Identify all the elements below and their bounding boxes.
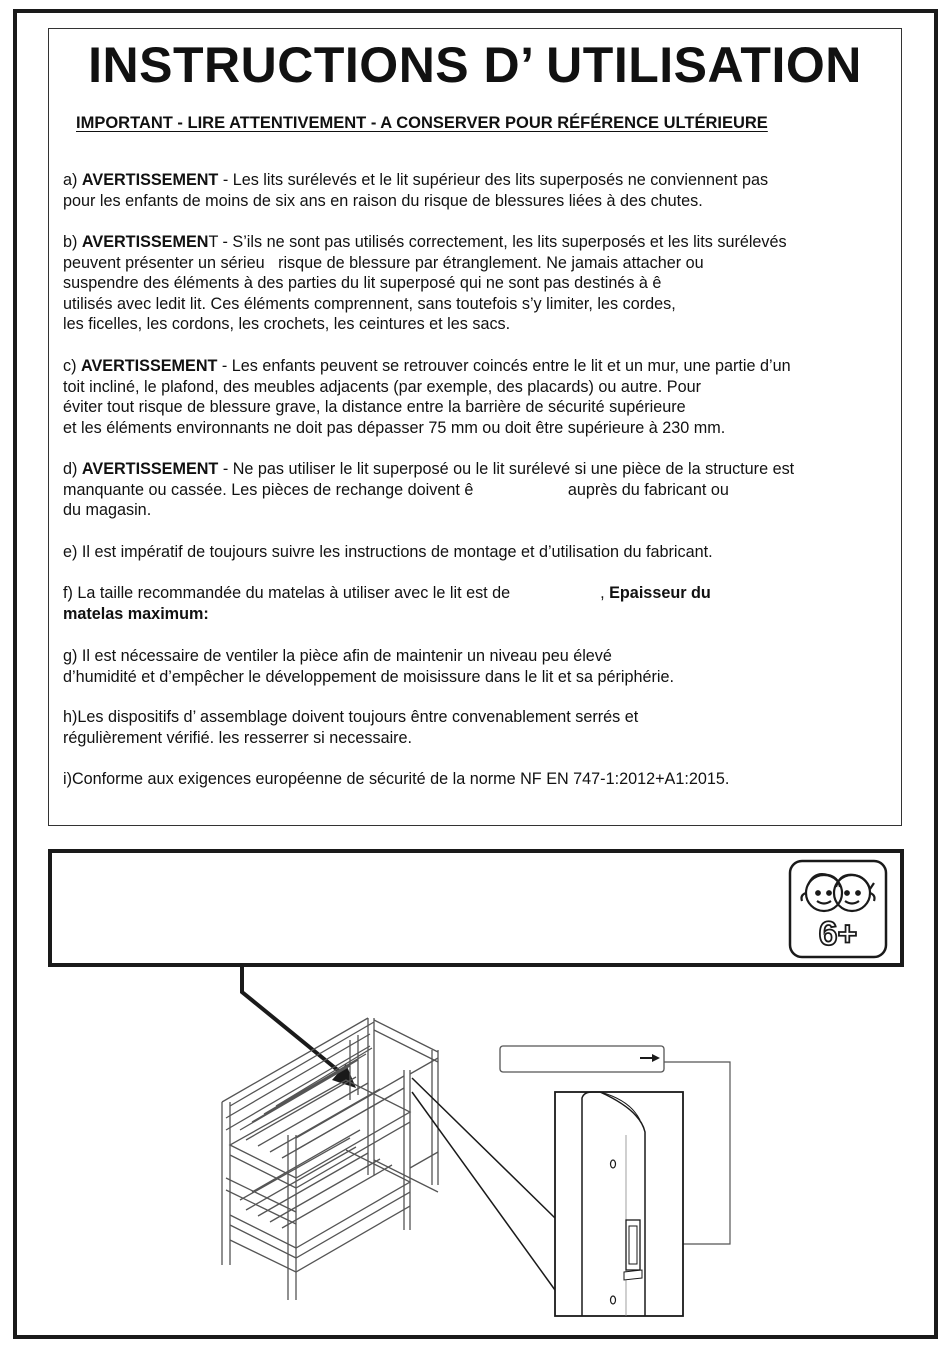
paragraph-d xyxy=(63,459,794,521)
paragraph-h-line2: régulièrement vérifié. les resserrer si necessaire. xyxy=(63,728,413,747)
paragraph-c-line2: toit incliné, le plafond, des meubles adjacents (par exemple, des placards) ou autre. Pour xyxy=(63,377,701,396)
paragraph-c-prefix: c) xyxy=(63,357,81,375)
paragraph-h xyxy=(63,707,638,748)
paragraph-c xyxy=(63,356,791,438)
paragraph-b-line5: les ficelles, les cordons, les crochets, les ceintures et les sacs. xyxy=(63,315,511,334)
paragraph-b-prefix: b) xyxy=(63,233,82,251)
paragraph-e-line1: e) Il est impératif de toujours suivre les instructions de montage et d’utilisation du fabricant. xyxy=(63,543,713,561)
paragraph-g xyxy=(63,646,674,687)
paragraph-b-line2: peuvent présenter un sérieu risque de blessure par étranglement. Ne jamais attacher ou xyxy=(63,253,704,272)
paragraph-c-warning: AVERTISSEMENT xyxy=(80,357,218,375)
paragraph-f-bold2: matelas maximum: xyxy=(63,604,209,623)
paragraph-e xyxy=(63,542,713,563)
paragraph-a-warning: AVERTISSEMENT xyxy=(81,171,219,189)
paragraph-a-prefix: a) xyxy=(63,171,82,189)
paragraph-f-bold1: Epaisseur du xyxy=(609,584,711,602)
paragraph-b-line4: utilisés avec ledit lit. Ces éléments comprennent, sans toutefois s’y limiter, les cordes, xyxy=(63,294,676,313)
paragraph-g-line1: g) Il est nécessaire de ventiler la pièce afin de maintenir un niveau peu élevé xyxy=(63,647,612,665)
page-subtitle: IMPORTANT - LIRE ATTENTIVEMENT - A CONSERVER POUR RÉFÉRENCE ULTÉRIEURE xyxy=(76,114,768,132)
paragraph-f-line1: f) La taille recommandée du matelas à utiliser avec le lit est de , xyxy=(63,584,610,602)
paragraph-g-line2: d’humidité et d’empêcher le développement de moisissure dans le lit et sa périphérie. xyxy=(63,667,674,686)
paragraph-b-line3: suspendre des éléments à des parties du lit superposé qui ne sont pas destinés à ê xyxy=(63,274,662,293)
paragraph-d-line3: du magasin. xyxy=(63,501,152,520)
paragraph-c-line4: et les éléments environnants ne doit pas dépasser 75 mm ou doit être supérieure à 230 mm. xyxy=(63,418,726,437)
paragraph-b-line1: T - S’ils ne sont pas utilisés correctement, les lits superposés et les lits surélevés xyxy=(208,233,787,251)
paragraph-d-line2: manquante ou cassée. Les pièces de rechange doivent ê auprès du fabricant ou xyxy=(63,480,729,499)
paragraph-d-line1: - Ne pas utiliser le lit superposé ou le lit surélevé si une pièce de la structure est xyxy=(218,460,795,478)
paragraph-c-line1: - Les enfants peuvent se retrouver coincés entre le lit et un mur, une partie d’un xyxy=(217,357,791,375)
paragraph-f xyxy=(63,583,711,624)
paragraph-i-line1: i)Conforme aux exigences européenne de sécurité de la norme NF EN 747-1:2012+A1:2015. xyxy=(63,770,730,788)
paragraph-d-warning: AVERTISSEMENT xyxy=(81,460,219,478)
paragraph-b-warning: AVERTISSEMEN xyxy=(81,233,209,251)
paragraph-b xyxy=(63,232,787,335)
paragraph-a-line2: pour les enfants de moins de six ans en raison du risque de blessures liées à des chutes. xyxy=(63,191,703,210)
age-badge-label: 6+ xyxy=(818,915,858,953)
age-badge xyxy=(788,859,888,959)
paragraph-a-line1: - Les lits surélevés et le lit supérieur des lits superposés ne conviennent pas xyxy=(218,171,769,189)
paragraph-h-line1: h)Les dispositifs d’ assemblage doivent toujours êntre convenablement serrés et xyxy=(63,708,639,726)
warning-label-box xyxy=(48,849,904,967)
paragraph-i xyxy=(63,769,729,790)
page-title: INSTRUCTIONS D’ UTILISATION xyxy=(88,37,862,93)
paragraph-d-prefix: d) xyxy=(63,460,82,478)
paragraph-a xyxy=(63,170,768,211)
paragraph-c-line3: éviter tout risque de blessure grave, la distance entre la barrière de sécurité supérieure xyxy=(63,398,686,417)
